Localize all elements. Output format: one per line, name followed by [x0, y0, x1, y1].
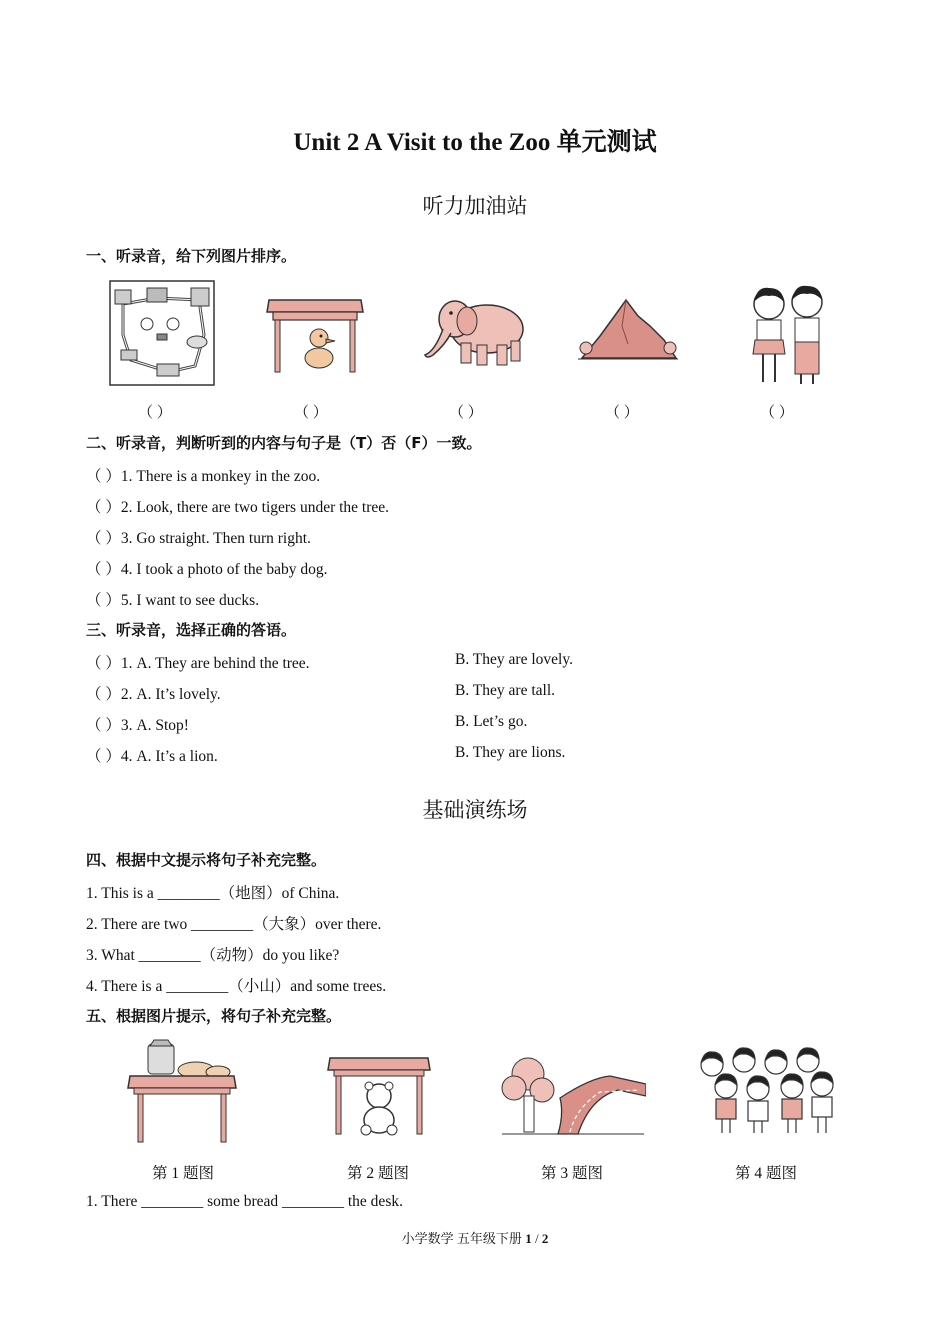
page-number: 1: [525, 1231, 532, 1246]
question-3-heading: 三、听录音，选择正确的答语。: [86, 621, 297, 639]
hill-icon: [576, 296, 680, 364]
page-separator: /: [531, 1231, 542, 1246]
question-2-heading: 二、听录音，判断听到的内容与句子是（T）否（F）一致。: [86, 434, 482, 452]
footer-text: 小学数学 五年级下册: [401, 1231, 522, 1246]
answer-blank[interactable]: （ ）: [86, 530, 121, 547]
order-blank-3[interactable]: （ ）: [449, 405, 483, 421]
tf-item: （ ）4. I took a photo of the baby dog.: [86, 561, 328, 578]
table-bread-icon: [126, 1038, 238, 1146]
choice-option-b: B. They are tall.: [455, 682, 556, 699]
order-blank-2[interactable]: （ ）: [294, 405, 328, 421]
section-heading-listening: 听力加油站: [422, 194, 528, 218]
answer-blank[interactable]: （ ）: [86, 655, 121, 672]
tf-item: （ ）1. There is a monkey in the zoo.: [86, 468, 321, 485]
choice-option-b: B. They are lions.: [455, 744, 566, 761]
choice-option-b: B. They are lovely.: [455, 651, 573, 668]
answer-blank[interactable]: （ ）: [86, 499, 121, 516]
answer-blank[interactable]: （ ）: [86, 717, 121, 734]
fill-item[interactable]: 3. What ________（动物）do you like?: [86, 947, 340, 964]
picture-caption-4: 第 4 题图: [734, 1165, 797, 1182]
picture-caption-1: 第 1 题图: [151, 1165, 214, 1182]
order-blank-1[interactable]: （ ）: [138, 405, 172, 421]
question-5-heading: 五、根据图片提示，将句子补充完整。: [86, 1007, 342, 1025]
fill-item[interactable]: 1. This is a ________（地图）of China.: [86, 885, 340, 902]
table-bear-icon: [326, 1052, 432, 1138]
order-blank-5[interactable]: （ ）: [760, 405, 794, 421]
table-duck-icon: [263, 292, 367, 376]
page-footer: [0, 1228, 950, 1247]
tf-item: （ ）2. Look, there are two tigers under the tree.: [86, 499, 390, 516]
question-1-heading: 一、听录音，给下列图片排序。: [86, 247, 297, 265]
question-4-heading: 四、根据中文提示将句子补充完整。: [86, 851, 327, 869]
choice-option-b: B. Let’s go.: [455, 713, 528, 730]
choice-item: （ ）3. A. Stop!: [86, 717, 189, 734]
page-title: Unit 2 A Visit to the Zoo 单元测试: [293, 129, 657, 156]
order-blank-4[interactable]: （ ）: [605, 405, 639, 421]
tf-item: （ ）3. Go straight. Then turn right.: [86, 530, 311, 547]
elephant-icon: [421, 295, 529, 369]
page-total: 2: [541, 1231, 549, 1246]
fill-item[interactable]: 4. There is a ________（小山）and some trees.: [86, 978, 387, 995]
choice-item: （ ）4. A. It’s a lion.: [86, 748, 218, 765]
answer-blank[interactable]: （ ）: [86, 686, 121, 703]
fill-item[interactable]: 1. There ________ some bread ________ the desk.: [86, 1193, 403, 1210]
section-heading-basics: 基础演练场: [422, 798, 528, 822]
picture-caption-3: 第 3 题图: [540, 1165, 603, 1182]
answer-blank[interactable]: （ ）: [86, 561, 121, 578]
answer-blank[interactable]: （ ）: [86, 592, 121, 609]
choice-item: （ ）1. A. They are behind the tree.: [86, 655, 310, 672]
answer-blank[interactable]: （ ）: [86, 468, 121, 485]
children-icon: [745, 282, 833, 388]
map-icon: [109, 280, 215, 386]
answer-blank[interactable]: （ ）: [86, 748, 121, 765]
group-children-icon: [696, 1045, 840, 1137]
choice-item: （ ）2. A. It’s lovely.: [86, 686, 221, 703]
tree-road-icon: [500, 1048, 646, 1138]
tf-item: （ ）5. I want to see ducks.: [86, 592, 260, 609]
fill-item[interactable]: 2. There are two ________（大象）over there.: [86, 916, 382, 933]
picture-caption-2: 第 2 题图: [346, 1165, 409, 1182]
